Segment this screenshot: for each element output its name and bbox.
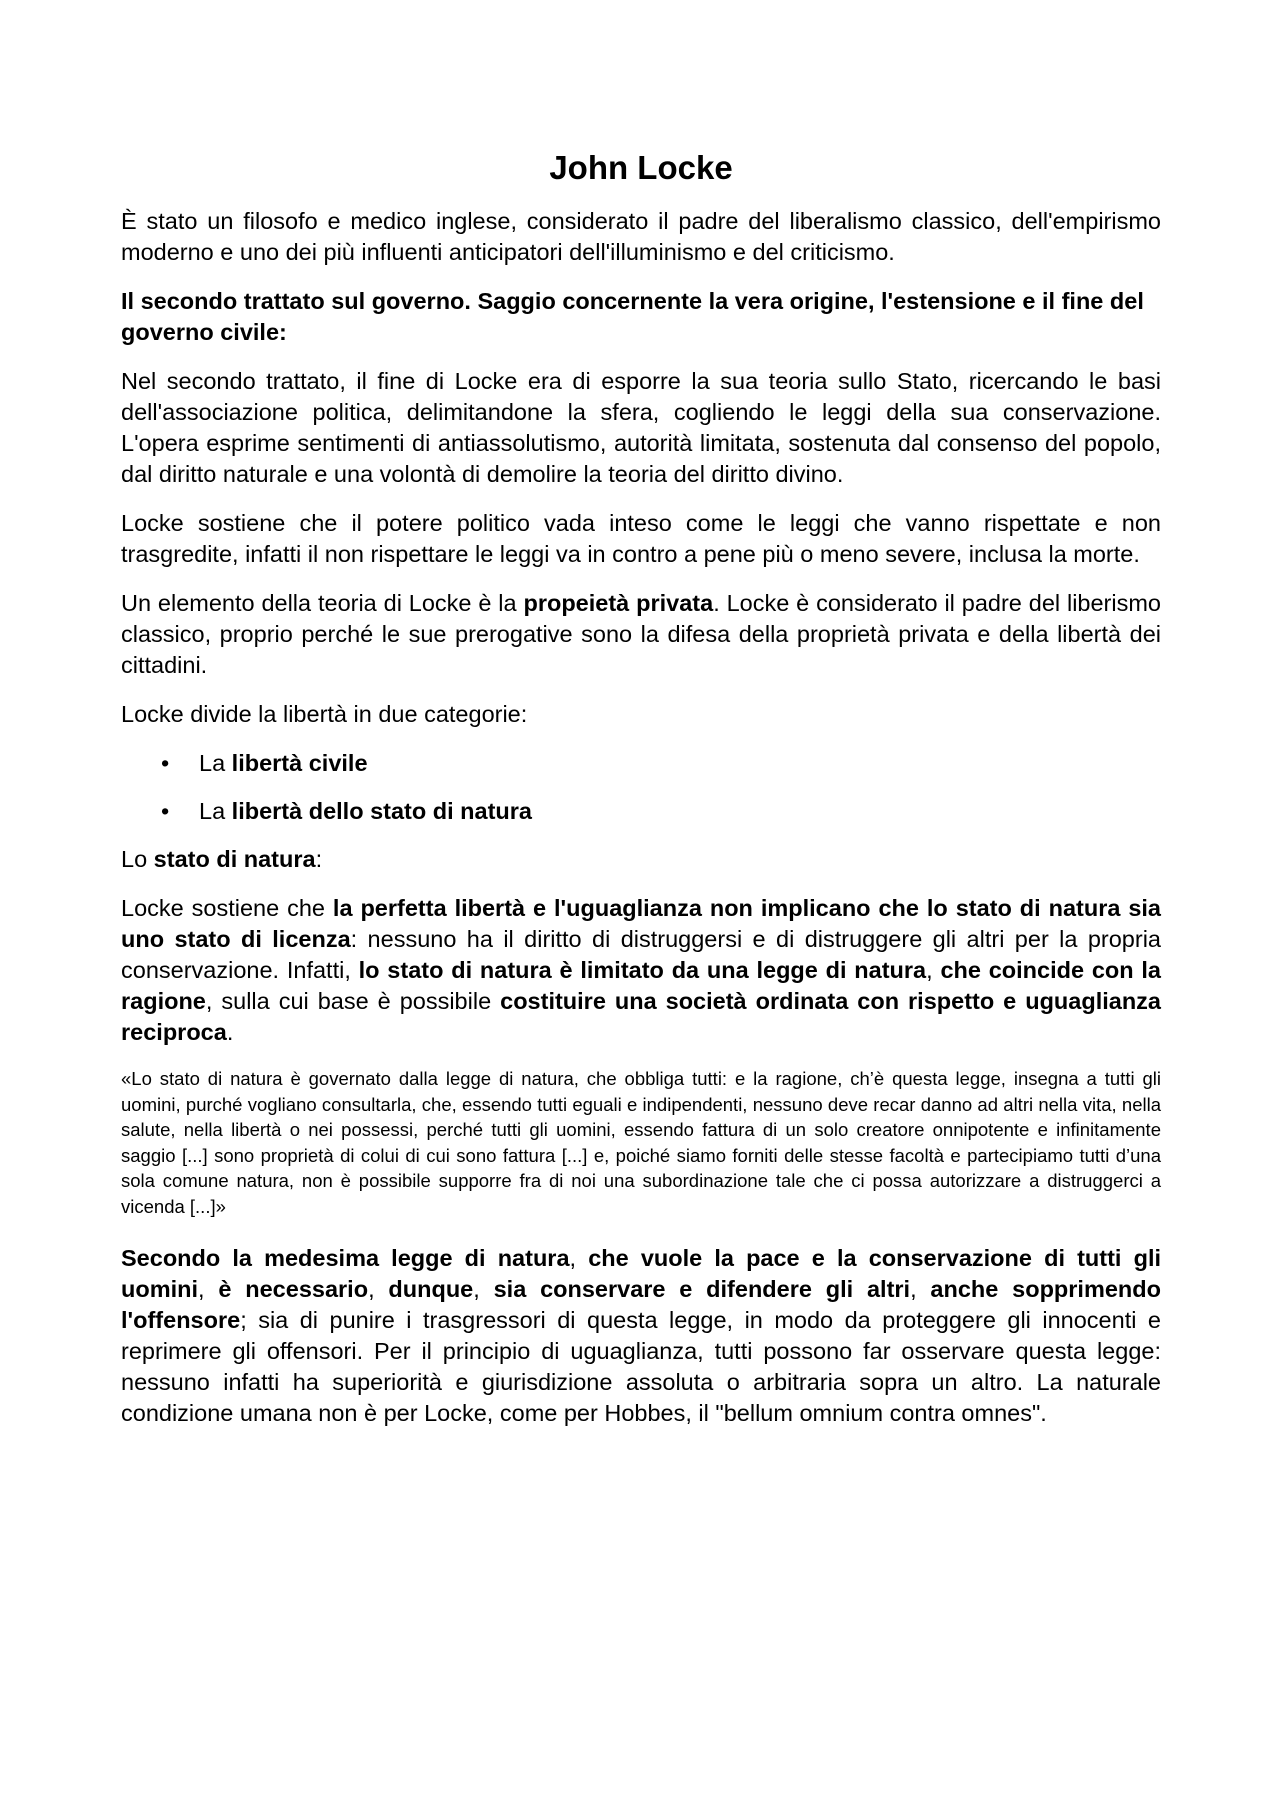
text-segment: : nessuno ha il diritto di distruggersi e di distruggere gli altri per la propria conservazione. Infatti, — [121, 926, 1161, 983]
text-segment: . — [226, 1019, 234, 1045]
text-segment: , — [368, 1276, 389, 1302]
paragraph-law-of-nature — [121, 1243, 1161, 1429]
bold-segment: che vuole la pace e la conservazione di tutti gli uomini — [121, 1245, 1162, 1302]
bold-segment: Secondo la medesima legge di natura — [121, 1245, 570, 1271]
text-segment: , — [198, 1276, 219, 1302]
document-page — [121, 148, 1161, 1447]
document-title: John Locke — [549, 149, 733, 186]
bold-segment: stato di natura — [153, 846, 316, 872]
bullet-icon: • — [161, 798, 170, 824]
bullet-icon: • — [161, 750, 170, 776]
bold-segment: costituire una società ordinata con rispetto e uguaglianza reciproca — [121, 988, 1162, 1045]
paragraph-political-power: Locke sostiene che il potere politico vada inteso come le leggi che vanno rispettate e non trasgredite, infatti il non rispettare le leggi va in contro a pene più o meno severe, inclusa la morte. — [121, 510, 1161, 567]
bold-segment: propeietà privata — [523, 590, 714, 616]
paragraph-liberty-categories: Locke divide la libertà in due categorie: — [121, 701, 528, 727]
bold-segment: che coincide con la ragione — [121, 957, 1161, 1014]
bold-segment: anche sopprimendo l'offensore — [121, 1276, 1161, 1333]
list-item-bold: libertà dello stato di natura — [231, 798, 532, 824]
bold-segment: sia conservare e difendere gli altri — [493, 1276, 911, 1302]
text-segment: Lo — [121, 846, 154, 872]
list-item — [121, 796, 1161, 827]
text-segment: , — [910, 1276, 931, 1302]
text-segment: ; sia di punire i trasgressori di questa legge, in modo da proteggere gli innocenti e reprimere gli offensori. Per il principio di uguaglianza, tutti possono far osservare questa legge: nessuno infatti ha superiorità e giurisdizione assoluta o arbitraria sopra un altro. La naturale condizione umana non è per Locke, come per Hobbes, il "bellum omnium contra omnes". — [121, 1307, 1161, 1426]
paragraph-state-of-nature — [121, 893, 1161, 1048]
liberty-list — [121, 748, 1161, 827]
list-item-bold: libertà civile — [231, 750, 368, 776]
intro-paragraph: È stato un filosofo e medico inglese, considerato il padre del liberalismo classico, dell'empirismo moderno e uno dei più influenti anticipatori dell'illuminismo e del criticismo. — [121, 208, 1161, 265]
paragraph-private-property — [121, 588, 1161, 681]
bold-segment: dunque — [388, 1276, 474, 1302]
text-segment: Locke sostiene che — [121, 895, 333, 921]
list-item-prefix: La — [199, 798, 232, 824]
text-segment: , sulla cui base è possibile — [205, 988, 501, 1014]
text-segment: , — [569, 1245, 589, 1271]
text-segment: . Locke è considerato il padre del liberismo classico, proprio perché le sue prerogative sono la difesa della proprietà privata e della libertà dei cittadini. — [121, 590, 1161, 678]
list-item — [121, 748, 1161, 779]
text-segment: , — [473, 1276, 494, 1302]
paragraph-treatise: Nel secondo trattato, il fine di Locke era di esporre la sua teoria sullo Stato, ricercando le basi dell'associazione politica, delimitandone la sfera, cogliendo le leggi della sua conservazione. L'opera esprime sentimenti di antiassolutismo, autorità limitata, sostenuta dal consenso del popolo, dal diritto naturale e una volontà di demolire la teoria del diritto divino. — [121, 368, 1161, 487]
text-segment: : — [315, 846, 323, 872]
section-heading-text: Il secondo trattato sul governo. Saggio concernente la vera origine, l'estensione e il fine del governo civile: — [121, 288, 1144, 345]
text-segment: Un elemento della teoria di Locke è la — [121, 590, 524, 616]
bold-segment: è necessario — [218, 1276, 369, 1302]
list-item-prefix: La — [199, 750, 232, 776]
text-segment: , — [926, 957, 941, 983]
state-of-nature-heading — [121, 844, 1161, 875]
section-heading — [121, 286, 1161, 348]
block-quote: «Lo stato di natura è governato dalla legge di natura, che obbliga tutti: e la ragione, ch’è questa legge, insegna a tutti gli uomini, purché vogliano consultarla, che, essendo tutti eguali e indipendenti, nessuno deve recar danno ad altri nella vita, nella salute, nella libertà o nei possessi, perché tutti gli uomini, essendo fattura di un solo creatore onnipotente e infinitamente saggio [...] sono proprietà di colui di cui sono fattura [...] e, poiché siamo forniti delle stesse facoltà e partecipiamo tutti d’una sola comune natura, non è possibile supporre fra di noi una subordinazione tale che ci possa autorizzare a distruggerci a vicenda [...]» — [121, 1068, 1161, 1217]
bold-segment: lo stato di natura è limitato da una legge di natura — [358, 957, 927, 983]
bold-segment: la perfetta libertà e l'uguaglianza non implicano che lo stato di natura sia uno stato di licenza — [121, 895, 1161, 952]
